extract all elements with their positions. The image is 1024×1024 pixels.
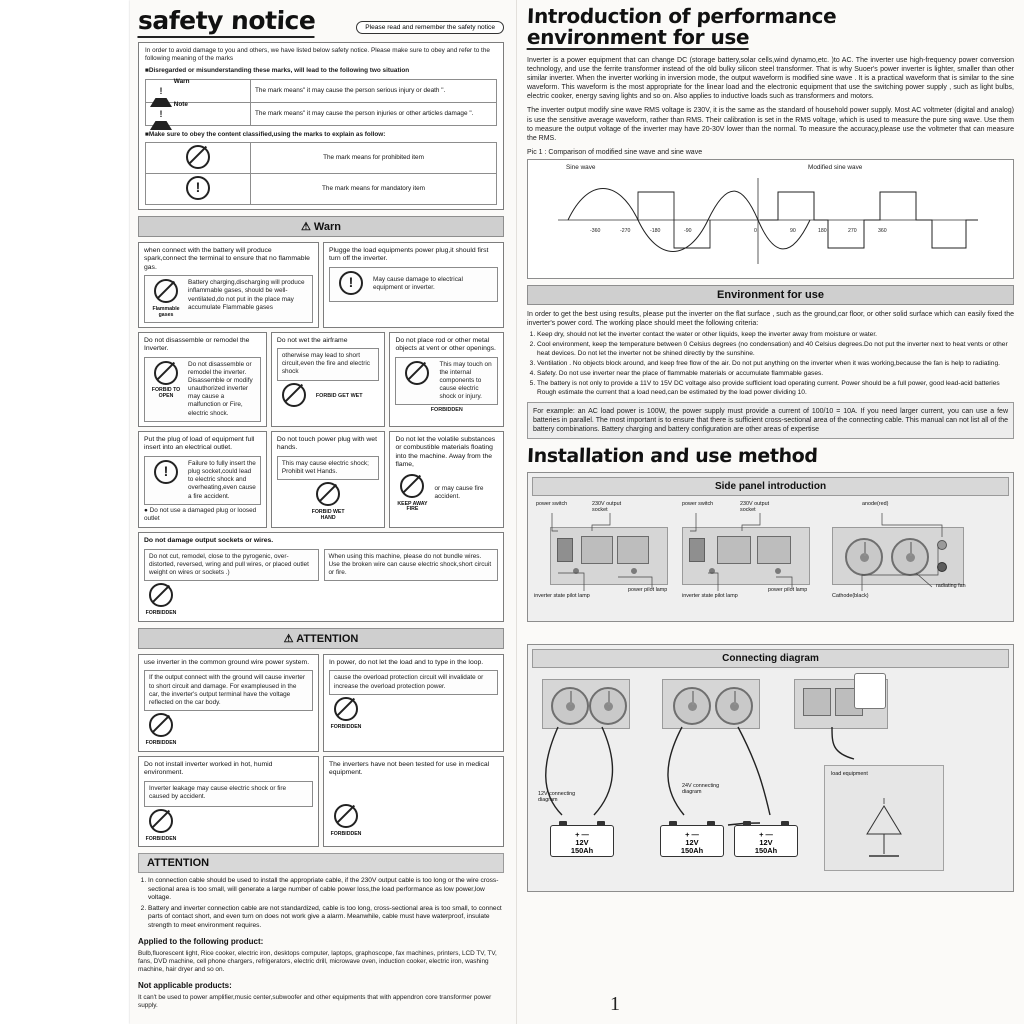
card-icon-row — [277, 383, 380, 410]
card-text: This may cause electric shock; Prohibit wet Hands. — [281, 459, 369, 476]
label-socket-2: 230V output socket — [740, 501, 770, 514]
mark-desc: The mark means for prohibited item — [251, 142, 497, 173]
no-disassembly-icon — [149, 361, 183, 400]
environment-band-label: Environment for use — [717, 288, 824, 301]
attention-card — [323, 756, 504, 848]
connecting-diagram — [532, 673, 1009, 887]
environment-intro: In order to get the best using results, please put the inverter on the flat surface , such as the ground,car floor, or other solid surface which can easily fixed the inverter's power cord. The working place should meet the following criteria: — [527, 310, 1014, 328]
section-title-line1: Introduction of performance — [526, 4, 837, 28]
card-heading: Plugge the load equipments power plug,it should first turn off the inverter. — [329, 246, 489, 263]
battery-voltage: 12V — [759, 838, 773, 848]
table-row — [146, 142, 497, 173]
card-body — [329, 267, 498, 302]
icon-caption: FORBIDDEN — [330, 830, 362, 837]
card-text: Do not cut, remodel, close to the pyrogenic, over-distorted, reversed, wring and pull wires, or placed outlet weight on wires or sockets .) — [149, 552, 309, 576]
card-body — [144, 357, 261, 422]
prohibited-mark — [146, 142, 251, 173]
no-wet-hands-icon — [311, 482, 345, 521]
mandatory-icon — [149, 460, 183, 487]
battery-3 — [734, 825, 798, 857]
mandatory-mark — [146, 173, 251, 204]
waveform-svg — [528, 160, 1014, 276]
icon-caption: FORBIDDEN — [330, 723, 362, 730]
warn-band — [138, 216, 504, 237]
card-text-2: When using this machine, please do not bundle wires. Use the broken wire can cause electric shock,short circuit or fire. — [328, 552, 492, 576]
section-title — [527, 6, 1014, 50]
label-fan: radiating fan — [936, 583, 966, 590]
card-body — [144, 670, 313, 711]
flammable-gas-icon — [149, 279, 183, 318]
icon-caption: FORBID WET HAND — [311, 509, 345, 521]
battery-polarity: + — — [685, 830, 699, 840]
battery-terminal-neg — [781, 821, 789, 826]
svg-text:-270: -270 — [620, 227, 631, 234]
card-icon-row — [329, 697, 498, 731]
attention-band-label: ATTENTION — [296, 632, 359, 645]
battery-terminal-pos — [743, 821, 751, 826]
install-title-wrap — [527, 447, 1014, 467]
mandatory-icon — [334, 271, 368, 298]
attention2-band — [138, 853, 504, 873]
side-panel-diagram — [532, 501, 1009, 617]
icon-caption: FORBID GET WET — [315, 392, 363, 399]
card-body — [144, 781, 313, 807]
card-body — [395, 357, 498, 406]
battery-1 — [550, 825, 614, 857]
warn-band-label: Warn — [313, 220, 342, 233]
intro-paragraph-1: Inverter is a power equipment that can change DC (storage battery,solar cells,wind dynamo,etc. )to AC. The inverter use high-frequency power conversion technology, and use the ferrite transformer instead of the old bulky silicon steel transformer. That is why Suoer's power inverter is lighter, smaller than other similar inverter. When the inverter working in inversion mode, the output waveform is modified sine wave . It is a practical waveform that is similar to the sine waveform. This waveform is the most appropriate for the linear load and the electronic equipment that use the switching power supply , such as light bulbs, electric cooker, energy saving lights and so on. Also applies to inductive loads such as transformers and motors. — [527, 57, 1014, 101]
warn-card — [138, 332, 267, 427]
mark-desc: The mark means" it may cause the person injuries or other articles damage ". — [251, 102, 497, 125]
svg-text:360: 360 — [878, 227, 887, 234]
card-heading: use inverter in the common ground wire power system. — [144, 658, 310, 666]
card-text: or may cause fire accident. — [434, 485, 484, 501]
connecting-section — [527, 644, 1014, 892]
card-icon-row — [277, 482, 380, 521]
label-pilot-1: inverter state pilot lamp — [534, 593, 590, 600]
intro-paragraph-2: The inverter output modify sine wave RMS voltage is 230V, it is the same as the standard of household power supply. Most AC voltmeter (digital and analog) is use the sensitive average waveform, rather than RMS. Their calibration is set in the RMS voltage, which is used to measure the pure sing wave. Use them to measure the output voltage of the inverter may have 20-30V lower than the normal. To measure the accuracy,please use the voltmeter that can measure the RMS. — [527, 107, 1014, 142]
card-heading: when connect with the battery will produce spark,connect the terminal to ensure that no flammable gas. — [144, 246, 310, 271]
bullet-1-text: Disregarded or misunderstanding these marks, will lead to the following two situation — [148, 67, 410, 75]
icon-caption: FORBIDDEN — [430, 407, 463, 414]
card-text: cause the overload protection circuit will invalidate or increase the overload protection power. — [334, 674, 484, 690]
card-heading: Do not install inverter worked in hot, humid environment. — [144, 760, 273, 777]
list-item: 4. Safety. Do not use inverter near the place of flammable materials or accumulate flammable gases. — [537, 370, 1014, 379]
environment-band — [527, 285, 1014, 305]
table-row — [146, 79, 497, 102]
attention-band — [138, 628, 504, 649]
applied-section — [138, 937, 504, 974]
attention-row-1 — [138, 654, 504, 752]
label-load-equipment: load equipment — [831, 771, 868, 778]
battery-voltage: 12V — [575, 838, 589, 848]
label-power-switch-2: power switch — [682, 501, 714, 508]
card-heading: Do not damage output sockets or wires. — [144, 537, 274, 545]
warn-card — [138, 431, 267, 528]
list-item: 1. Keep dry, should not let the inverter contact the water or other liquids, keep the inverter away from moisture or water. — [537, 331, 1014, 340]
card-body — [329, 670, 498, 694]
attention2-label: ATTENTION — [147, 857, 210, 870]
warn-row-1 — [138, 242, 504, 328]
battery-terminal-neg — [597, 821, 605, 826]
svg-text:270: 270 — [848, 227, 857, 234]
connecting-band-label: Connecting diagram — [722, 653, 819, 665]
attention-card — [138, 654, 319, 752]
marks-table — [145, 79, 497, 126]
no-water-icon — [277, 383, 311, 410]
warn-card — [271, 332, 386, 427]
svg-text:180: 180 — [818, 227, 827, 234]
card-body — [277, 348, 380, 381]
waveform-chart — [527, 159, 1014, 279]
battery-terminal-neg — [707, 821, 715, 826]
battery-voltage: 12V — [685, 838, 699, 848]
warn-card-wires — [138, 532, 504, 622]
card-heading: Do not wet the airframe — [276, 336, 348, 344]
label-12v-diagram: 12V connecting diagram — [538, 791, 576, 804]
warn-row-3 — [138, 431, 504, 528]
bullet-2: ■Make sure to obey the content classified,using the marks to explain as follow: — [145, 130, 386, 138]
table-row — [146, 173, 497, 204]
svg-text:-90: -90 — [684, 227, 692, 234]
label-anode: anode(red) — [862, 501, 889, 508]
picture-caption: Pic 1 : Comparison of modified sine wave and sine wave — [527, 148, 703, 156]
icon-caption: Flammable gases — [152, 306, 180, 318]
not-applied-title: Not applicable products: — [138, 981, 232, 991]
card-text: Battery charging,discharging will produce inflammable gases, should be well-ventilated,do not put in the place may accumulate Flammable gases — [188, 279, 305, 311]
list-item: 5. The battery is not only to provide a 11V to 15V DC voltage also provide sufficient load operating current. Power should be a full power, good lead-acid batteries Rough estimate the current that a load need,can be estimated by the load power dividing 10. — [537, 380, 1014, 397]
card-body — [277, 456, 380, 480]
battery-capacity: 150Ah — [570, 845, 594, 855]
card-body — [144, 549, 498, 582]
warn-card — [271, 431, 386, 528]
warn-card — [389, 431, 504, 528]
prohibition-icon — [144, 809, 178, 843]
prohibition-icon — [144, 713, 178, 747]
not-applied-section — [138, 981, 504, 1010]
list-item: 3. Ventilation . No objects block around, and keep free flow of the air. Do not put anything on the inverter when it was working,because the fan is help to radiating. — [537, 360, 1014, 369]
intro-text: In order to avoid damage to you and others, we have listed below safety notice. Please make sure to obey and refer to the following meaning of the marks — [145, 47, 490, 63]
not-applied-body: It can't be used to power amplifier,music center,subwoofer and other equipments that with appendron core transformer power supply. — [138, 993, 492, 1010]
label-power-switch: power switch — [536, 501, 568, 508]
card-heading: Do not disassemble or remodel the Inverter. — [144, 336, 250, 353]
battery-terminal-pos — [669, 821, 677, 826]
diagram-leader-lines — [532, 501, 978, 617]
card-text: Failure to fully insert the plug socket,could lead to electric shock and overheating,even cause a fire accident. — [188, 459, 256, 500]
battery-2 — [660, 825, 724, 857]
marks-table-2 — [145, 142, 497, 205]
keep-away-fire-icon — [395, 474, 429, 513]
battery-polarity: + — — [575, 830, 589, 840]
attention-card — [138, 756, 319, 848]
card-heading: The inverters have not been tested for use in medical equipment. — [329, 760, 490, 777]
svg-text:-180: -180 — [650, 227, 661, 234]
prohibition-icon — [186, 145, 210, 169]
label-24v-diagram: 24V connecting diagram — [682, 783, 720, 796]
side-panel-band-label: Side panel introduction — [714, 481, 827, 493]
example-box — [527, 402, 1014, 439]
page-number: 1 — [610, 993, 620, 1015]
chart-label-sine: Sine wave — [566, 163, 596, 171]
list-item: 1. In connection cable should be used to install the appropriate cable, if the 230V output cable is too long or the wire cross-sectional area is too small, will generate a large number of cable power loss,the load performance as low power,low voltage. — [148, 877, 504, 903]
section-title-line2: environment for use — [526, 25, 750, 49]
icon-caption: FORBID TO OPEN — [151, 387, 181, 400]
label-pilot-2: power pilot lamp — [628, 587, 668, 594]
applied-title: Applied to the following product: — [138, 937, 264, 947]
warning-triangle-icon: ⚠ — [300, 220, 311, 233]
card-heading: Do not place rod or other metal objects at vent or other openings. — [395, 336, 496, 353]
no-insert-icon — [400, 361, 434, 388]
no-cut-wire-icon — [144, 583, 178, 617]
mark-label: Note — [173, 100, 188, 108]
card-icon-row — [395, 474, 498, 513]
warn-card — [323, 242, 504, 328]
page-margin — [0, 0, 130, 1024]
card-text: Inverter leakage may cause electric shock or fire caused by accident. — [149, 784, 287, 800]
manual-page — [130, 0, 1024, 1024]
environment-list — [537, 331, 1014, 397]
label-socket-1: 230V output socket — [592, 501, 622, 514]
card-icon-row — [144, 713, 313, 747]
mark-label: Warn — [173, 77, 190, 85]
mark-note — [146, 102, 251, 125]
chart-label-modified: Modified sine wave — [808, 163, 863, 171]
label-pilot-3: inverter state pilot lamp — [682, 593, 738, 600]
mark-warn — [146, 79, 251, 102]
read-notice-pill: Please read and remember the safety notice — [356, 21, 504, 34]
right-column — [516, 0, 1024, 1024]
attention2-list — [148, 877, 504, 930]
card-text: otherwise may lead to short circuit,even the fire and electric shock — [281, 352, 370, 376]
warning-triangle-icon: ! — [150, 105, 172, 123]
svg-text:90: 90 — [790, 227, 796, 234]
card-text: This may touch on the internal components to cause electric shock or injury. — [439, 360, 492, 401]
card-heading: Do not let the volatile substances or combustible materials floating into the machine. Away from the flame, — [395, 435, 496, 469]
attention-row-2 — [138, 756, 504, 848]
warn-card — [138, 242, 319, 328]
warning-triangle-icon: ! — [150, 82, 172, 100]
card-body — [144, 275, 313, 322]
left-column — [130, 0, 512, 1024]
svg-text:-360: -360 — [590, 227, 601, 234]
table-row — [146, 102, 497, 125]
card-text: If the output connect with the ground will cause inverter to short circuit and damage. For exampleused in the car, the inverter's output terminal have the voltage reflected on the car body. — [149, 674, 305, 706]
intro-box — [138, 42, 504, 210]
card-heading: Put the plug of load of equipment full insert into an electrical outlet. — [144, 435, 255, 452]
page-title: safety notice — [137, 6, 315, 38]
prohibition-icon — [329, 697, 363, 731]
card-icon-row — [144, 583, 498, 617]
card-heading: In power, do not let the load and to type in the loop. — [329, 658, 484, 666]
applied-body: Bulb,fluorescent light, Rice cooker, electric iron, desktops computer, laptops, graphoscope, fax machines, printers, LCD TV, TV, fans, DVD machine, cell phone chargers, refrigerators, electric drill, microwave oven, induction cooker, electric iron, washing machine, hair dryer and so on. — [138, 949, 497, 974]
battery-capacity: 150Ah — [754, 845, 778, 855]
card-body — [144, 456, 261, 505]
warning-triangle-icon: ⚠ — [283, 632, 294, 645]
example-text: For example: an AC load power is 100W, the power supply must provide a current of 100/10 = 10A. If you need larger current, you can use a few batteries in parallel. The most important is to ensure that there is sufficient cross-sectional area of the connecting cable. This manual can not list all of the battery combinations. Battery charging and battery configuration are other areas of expertise — [533, 408, 1008, 434]
icon-caption: FORBIDDEN — [145, 835, 177, 842]
install-title: Installation and use method — [526, 445, 818, 468]
attention-card — [323, 654, 504, 752]
battery-terminal-pos — [559, 821, 567, 826]
card-icon-row — [329, 804, 498, 838]
card-text: May cause damage to electrical equipment or inverter. — [373, 276, 463, 292]
bullet-2-text: Make sure to obey the content classified,using the marks to explain as follow: — [148, 130, 386, 138]
prohibition-icon — [329, 804, 363, 838]
warn-row-2 — [138, 332, 504, 427]
mark-desc: The mark means" it may cause the person serious injury or death ". — [251, 79, 497, 102]
mandatory-icon — [186, 176, 210, 200]
side-panel-band — [532, 477, 1009, 496]
side-panel-section — [527, 472, 1014, 622]
label-pilot-4: power pilot lamp — [768, 587, 808, 594]
card-heading: Do not touch power plug with wet hands. — [276, 435, 377, 452]
card-icon-row — [144, 809, 313, 843]
list-item: 2. Battery and inverter connection cable are not standardized, cable is too long, cross-sectional area is too small, to connect parts of contact short, and even turn on does not work give a alarm. Meanwhile, cable must have waterproof, insulate strength to meet environment requires. — [148, 905, 504, 931]
mark-desc: The mark means for mandatory item — [251, 173, 497, 204]
icon-caption: FORBIDDEN — [145, 740, 177, 747]
icon-caption: KEEP AWAY FIRE — [397, 500, 428, 513]
svg-text:0: 0 — [754, 227, 757, 234]
list-item: 2. Cool environment, keep the temperature between 0 Celsius degrees (no condensation) and 40 Celsius degrees.Do not put the inverter next to heat vents or other heat devices. Do not let the inverter not be shined directly by the sunshine. — [537, 341, 1014, 358]
warn-card — [389, 332, 504, 427]
label-cathode: Cathode(black) — [832, 593, 869, 600]
battery-polarity: + — — [759, 830, 773, 840]
connecting-band — [532, 649, 1009, 668]
card-footnote: ● Do not use a damaged plug or loosed outlet — [144, 506, 257, 522]
icon-caption: FORBIDDEN — [145, 610, 177, 617]
card-text: Do not disassemble or remodel the inverter. Disassemble or modify unauthorized inverter may cause a malfunction or Fire, electric shock. — [188, 360, 253, 417]
battery-capacity: 150Ah — [680, 845, 704, 855]
bullet-1: ■Disregarded or misunderstanding these marks, will lead to the following two situation — [145, 67, 410, 75]
